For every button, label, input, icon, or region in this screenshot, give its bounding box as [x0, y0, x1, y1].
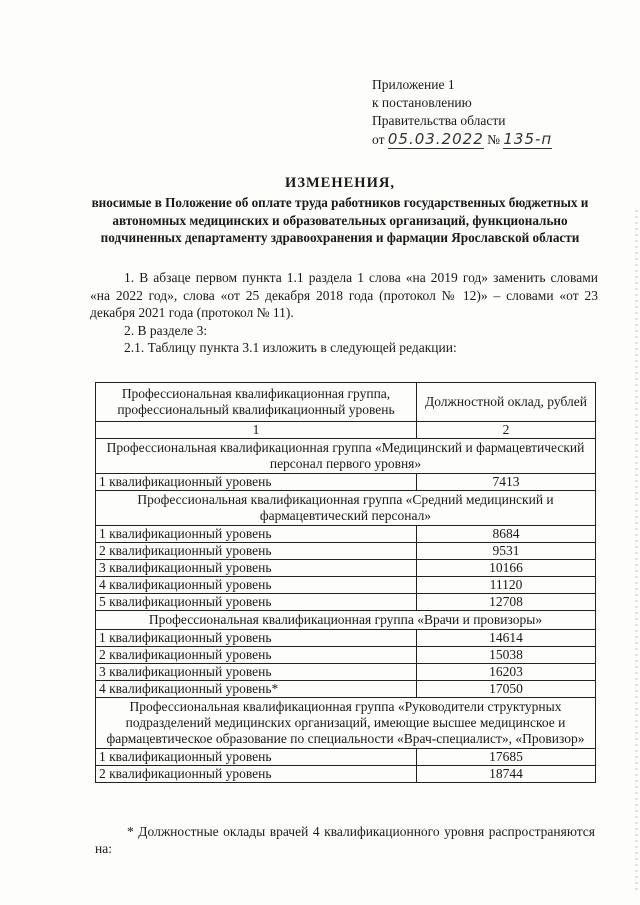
- table-header-row: [96, 383, 596, 422]
- group-title-3: Профессиональная квалификационная группа «Врачи и провизоры»: [96, 611, 596, 630]
- table-row: [96, 766, 596, 783]
- level-cell: 3 квалификационный уровень: [96, 664, 417, 681]
- salary-cell: 9531: [417, 543, 596, 560]
- salary-cell: 12708: [417, 594, 596, 611]
- level-cell: 1 квалификационный уровень: [96, 526, 417, 543]
- level-cell: 4 квалификационный уровень: [96, 577, 417, 594]
- level-cell: 1 квалификационный уровень: [96, 630, 417, 647]
- table-row: [96, 560, 596, 577]
- level-cell: 1 квалификационный уровень: [96, 749, 417, 766]
- table-row: [96, 594, 596, 611]
- document-subtitle: вносимые в Положение об оплате труда работников государственных бюджетных и автономных медицинских и образовательных организаций, функционально подчиненных департаменту здравоохранения и фармации Ярославской области: [91, 195, 589, 245]
- column-number-2: 2: [417, 422, 596, 439]
- salary-cell: 18744: [417, 766, 596, 783]
- table-row: [96, 577, 596, 594]
- table-row: [96, 474, 596, 491]
- salary-cell: 11120: [417, 577, 596, 594]
- table-row: [96, 526, 596, 543]
- table-row: [96, 647, 596, 664]
- level-cell: 2 квалификационный уровень: [96, 647, 417, 664]
- document-body: [90, 269, 598, 357]
- document-title: ИЗМЕНЕНИЯ,: [285, 175, 395, 191]
- salary-cell: 17050: [417, 681, 596, 698]
- table-row: [96, 630, 596, 647]
- salary-cell: 7413: [417, 474, 596, 491]
- handwritten-number: 135-п: [503, 130, 553, 148]
- group-title-1: Профессиональная квалификационная группа «Медицинский и фармацевтический персонал первого уровня»: [96, 439, 596, 474]
- table-row: [96, 749, 596, 766]
- table-row: [96, 664, 596, 681]
- header-salary: Должностной оклад, рублей: [417, 383, 596, 422]
- level-cell: 2 квалификационный уровень: [96, 543, 417, 560]
- salary-table: [95, 382, 596, 783]
- table-number-row: [96, 422, 596, 439]
- salary-cell: 16203: [417, 664, 596, 681]
- column-number-1: 1: [96, 422, 417, 439]
- salary-cell: 10166: [417, 560, 596, 577]
- salary-cell: 15038: [417, 647, 596, 664]
- approval-date-line: [372, 130, 552, 149]
- group-row-4: [96, 698, 596, 749]
- number-prefix: №: [487, 132, 501, 147]
- table-row: [96, 681, 596, 698]
- document-heading: [80, 172, 600, 247]
- handwritten-date: 05.03.2022: [387, 130, 484, 148]
- approval-line-1: Приложение 1: [372, 77, 455, 92]
- scan-edge-artifact: [635, 210, 638, 890]
- footnote: [95, 823, 595, 857]
- footnote-text: * Должностные оклады врачей 4 квалификационного уровня распространяются на:: [95, 824, 595, 856]
- paragraph-2: 2. В разделе 3:: [124, 322, 208, 338]
- level-cell: 3 квалификационный уровень: [96, 560, 417, 577]
- paragraph-1: 1. В абзаце первом пункта 1.1 раздела 1 слова «на 2019 год» заменить словами «на 2022 год», слова «от 25 декабря 2018 года (протокол № 12)» – словами «от 23 декабря 2021 года (протокол № 11).: [90, 270, 598, 321]
- salary-cell: 17685: [417, 749, 596, 766]
- group-row-2: [96, 491, 596, 526]
- level-cell: 2 квалификационный уровень: [96, 766, 417, 783]
- level-cell: 1 квалификационный уровень: [96, 474, 417, 491]
- approval-line-3: Правительства области: [372, 113, 506, 128]
- approval-line-2: к постановлению: [372, 95, 472, 110]
- salary-cell: 8684: [417, 526, 596, 543]
- paragraph-3: 2.1. Таблицу пункта 3.1 изложить в следующей редакции:: [124, 340, 457, 356]
- table-row: [96, 543, 596, 560]
- group-row-3: [96, 611, 596, 630]
- date-prefix: от: [372, 132, 385, 147]
- approval-block: [372, 76, 552, 149]
- group-title-2: Профессиональная квалификационная группа «Средний медицинский и фармацевтический персонал»: [96, 491, 596, 526]
- group-row-1: [96, 439, 596, 474]
- level-cell: 4 квалификационный уровень*: [96, 681, 417, 698]
- level-cell: 5 квалификационный уровень: [96, 594, 417, 611]
- group-title-4: Профессиональная квалификационная группа «Руководители структурных подразделений медицинских организаций, имеющие высшее медицинское и фармацевтическое образование по специальности «Врач-специалист», «Провизор»: [96, 698, 596, 749]
- header-qualification: Профессиональная квалификационная группа, профессиональный квалификационный уровень: [96, 383, 417, 422]
- salary-cell: 14614: [417, 630, 596, 647]
